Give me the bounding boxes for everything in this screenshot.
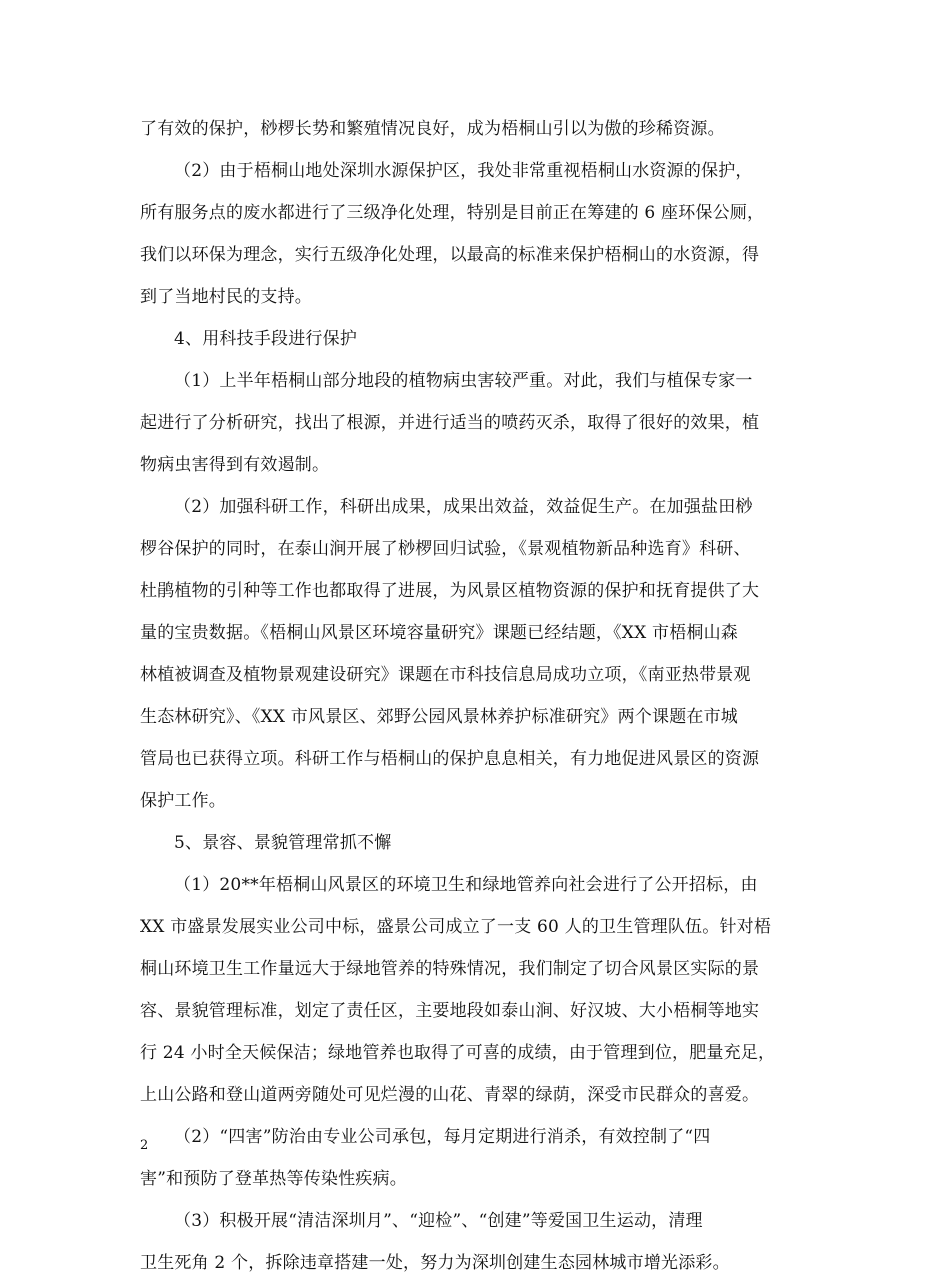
text-line: 害”和预防了登革热等传染性疾病。	[140, 1169, 407, 1189]
paragraph-start-line: （1）上半年梧桐山部分地段的植物病虫害较严重。对此，我们与植保专家一	[174, 371, 753, 391]
text-line: 卫生死角 2 个，拆除违章搭建一处，努力为深圳创建生态园林城市增光添彩。	[140, 1253, 730, 1273]
paragraph-start-line: （2）由于梧桐山地处深圳水源保护区，我处非常重视梧桐山水资源的保护，	[174, 161, 753, 181]
page-number: 2	[140, 1138, 149, 1153]
text-line: 杜鹃植物的引种等工作也都取得了进展，为风景区植物资源的保护和抚育提供了大	[140, 581, 760, 601]
text-line: 我们以环保为理念，实行五级净化处理，以最高的标准来保护梧桐山的水资源，得	[140, 245, 760, 265]
text-line: 保护工作。	[140, 791, 226, 811]
paragraph-start-line: （1）20**年梧桐山风景区的环境卫生和绿地管养向社会进行了公开招标，由	[174, 875, 758, 895]
section-heading-4: 4、用科技手段进行保护	[174, 329, 358, 349]
text-line: 物病虫害得到有效遏制。	[140, 455, 330, 475]
text-line: XX 市盛景发展实业公司中标，盛景公司成立了一支 60 人的卫生管理队伍。针对梧	[140, 917, 772, 937]
text-line: 林植被调查及植物景观建设研究》课题在市科技信息局成功立项，《南亚热带景观	[140, 665, 751, 685]
section-heading-5: 5、景容、景貌管理常抓不懈	[174, 833, 392, 853]
paragraph-start-line: （2）“四害”防治由专业公司承包，每月定期进行消杀，有效控制了“四	[174, 1127, 711, 1147]
text-line: 行 24 小时全天候保洁；绿地管养也取得了可喜的成绩，由于管理到位，肥量充足，	[140, 1043, 776, 1063]
text-line: 上山公路和登山道两旁随处可见烂漫的山花、青翠的绿荫，深受市民群众的喜爱。	[140, 1085, 760, 1105]
text-line: 桐山环境卫生工作量远大于绿地管养的特殊情况，我们制定了切合风景区实际的景	[140, 959, 760, 979]
paragraph-start-line: （3）积极开展“清洁深圳月”、“迎检”、“创建”等爱国卫生运动，清理	[174, 1211, 703, 1231]
paragraph-start-line: （2）加强科研工作，科研出成果，成果出效益，效益促生产。在加强盐田桫	[174, 497, 753, 517]
text-line: 起进行了分析研究，找出了根源，并进行适当的喷药灭杀，取得了很好的效果，植	[140, 413, 760, 433]
text-line: 管局也已获得立项。科研工作与梧桐山的保护息息相关，有力地促进风景区的资源	[140, 749, 760, 769]
text-line: 所有服务点的废水都进行了三级净化处理，特别是目前正在筹建的 6 座环保公厕，	[140, 203, 765, 223]
text-line: 量的宝贵数据。《梧桐山风景区环境容量研究》课题已经结题，《XX 市梧桐山森	[140, 623, 739, 643]
text-line: 椤谷保护的同时，在泰山涧开展了桫椤回归试验，《景观植物新品种选育》科研、	[140, 539, 751, 559]
text-line: 了有效的保护，桫椤长势和繁殖情况良好，成为梧桐山引以为傲的珍稀资源。	[140, 119, 725, 139]
text-line: 到了当地村民的支持。	[140, 287, 312, 307]
document-body	[140, 108, 820, 1284]
text-line: 生态林研究》、《XX 市风景区、郊野公园风景林养护标准研究》两个课题在市城	[140, 707, 739, 727]
text-line: 容、景貌管理标准，划定了责任区，主要地段如泰山涧、好汉坡、大小梧桐等地实	[140, 1001, 760, 1021]
